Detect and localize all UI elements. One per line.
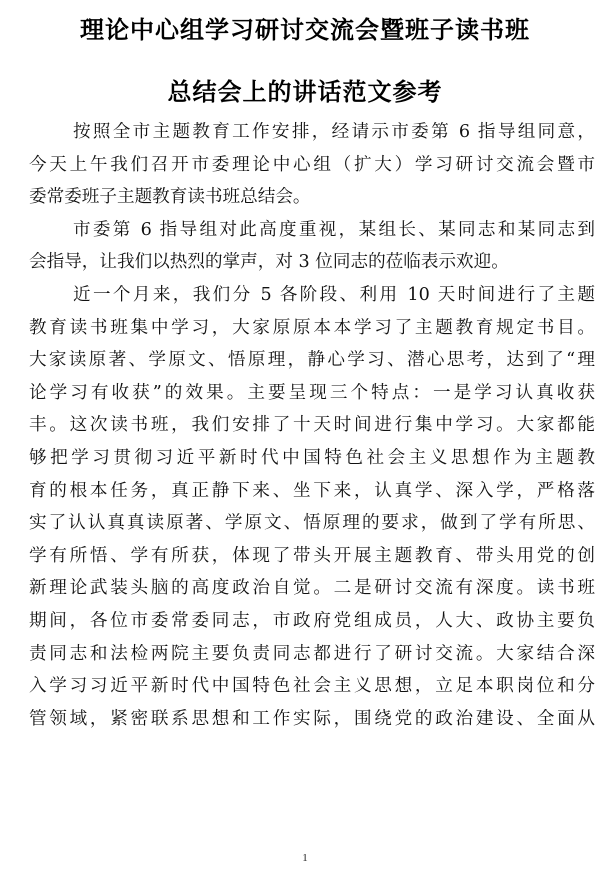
body-line-6: 近一个月来，我们分 5 各阶段、利用 10 天时间进行了主题: [73, 284, 595, 305]
body-line-7: 教育读书班集中学习，大家原原本本学习了主题教育规定书目。: [29, 317, 595, 338]
body-line-19: 管领域，紧密联系思想和工作实际，围绕党的政治建设、全面从: [29, 708, 595, 729]
body-line-16: 期间，各位市委常委同志，市政府党组成员，人大、政协主要负: [29, 610, 595, 631]
body-line-8: 大家读原著、学原文、悟原理，静心学习、潜心思考，达到了“理: [29, 350, 595, 371]
body-line-1: 按照全市主题教育工作安排，经请示市委第 6 指导组同意，: [73, 122, 595, 142]
body-line-15: 新理论武装头脑的高度政治自觉。二是研讨交流有深度。读书班: [29, 578, 595, 599]
document-title-line-2: 总结会上的讲话范文参考: [167, 77, 443, 106]
body-line-17: 责同志和法检两院主要负责同志都进行了研讨交流。大家结合深: [29, 643, 595, 664]
body-line-10: 丰。这次读书班，我们安排了十天时间进行集中学习。大家都能: [29, 415, 595, 436]
body-line-13: 实了认认真真读原著、学原文、悟原理的要求，做到了学有所思、: [29, 513, 595, 534]
body-line-5: 会指导，让我们以热烈的掌声，对 3 位同志的莅临表示欢迎。: [29, 252, 509, 273]
body-line-2: 今天上午我们召开市委理论中心组（扩大）学习研讨交流会暨市: [29, 154, 595, 175]
document-body: [29, 116, 595, 735]
body-line-11: 够把学习贯彻习近平新时代中国特色社会主义思想作为主题教: [29, 447, 595, 468]
page-number: 1: [302, 852, 308, 864]
document-title-line-1: 理论中心组学习研讨交流会暨班子读书班: [80, 15, 530, 44]
body-line-9: 论学习有收获”的效果。主要呈现三个特点：一是学习认真收获: [29, 382, 595, 403]
body-line-18: 入学习习近平新时代中国特色社会主义思想，立足本职岗位和分: [29, 676, 595, 697]
body-line-3: 委常委班子主题教育读书班总结会。: [29, 187, 311, 208]
body-line-4: 市委第 6 指导组对此高度重视，某组长、某同志和某同志到: [73, 219, 595, 240]
body-line-12: 育的根本任务，真正静下来、坐下来，认真学、深入学，严格落: [29, 480, 595, 501]
body-line-14: 学有所悟、学有所获，体现了带头开展主题教育、带头用党的创: [29, 545, 595, 566]
